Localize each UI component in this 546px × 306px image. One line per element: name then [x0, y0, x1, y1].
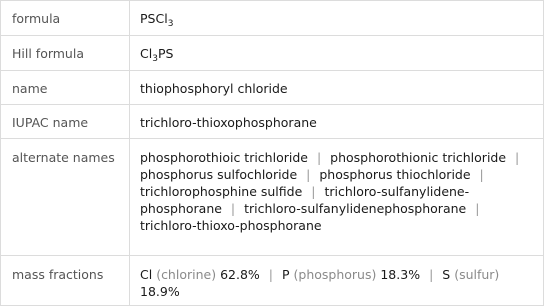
row-label: Hill formula	[1, 36, 130, 71]
row-alternate-names	[1, 139, 544, 256]
alternate-name: trichlorophosphine sulfide	[140, 184, 303, 199]
mass-fractions-list	[140, 256, 535, 300]
row-label: IUPAC name	[1, 105, 130, 139]
alternate-name: phosphorothioic trichloride	[140, 150, 308, 165]
element-name: (chlorine)	[156, 267, 217, 282]
row-label: alternate names	[1, 139, 130, 256]
formula-subscript: 3	[167, 19, 174, 29]
hill-subscript: 3	[152, 54, 158, 64]
row-value	[130, 139, 544, 256]
alternate-names-list	[140, 139, 535, 234]
alternate-name: phosphorothionic trichloride	[330, 150, 507, 165]
alternate-name: trichloro-sulfanylidenephosphorane	[244, 201, 467, 216]
mass-fraction-item	[282, 267, 420, 282]
row-label: mass fractions	[1, 256, 130, 306]
formula-main: PSCl	[140, 11, 168, 26]
separator: |	[316, 150, 322, 165]
separator: |	[268, 267, 273, 282]
row-value: thiophosphoryl chloride	[130, 71, 544, 105]
separator: |	[479, 167, 484, 182]
separator: |	[306, 167, 311, 182]
hill-part1: Cl	[140, 46, 153, 61]
element-symbol: S	[442, 267, 451, 282]
separator: |	[429, 267, 434, 282]
row-value: trichloro-thioxophosphorane	[130, 105, 544, 139]
element-symbol: P	[281, 267, 290, 282]
mass-percent: 18.9%	[140, 284, 180, 299]
element-name: (sulfur)	[454, 267, 500, 282]
mass-fraction-item	[140, 267, 260, 282]
element-name: (phosphorus)	[293, 267, 377, 282]
mass-percent: 18.3%	[380, 267, 421, 282]
row-iupac-name	[1, 105, 544, 139]
separator: |	[230, 201, 236, 216]
element-symbol: Cl	[140, 267, 153, 282]
hill-part2: PS	[157, 46, 174, 61]
alternate-name: phosphorus sulfochloride	[140, 167, 298, 182]
row-label: formula	[1, 1, 130, 36]
row-mass-fractions	[1, 256, 544, 306]
alternate-name: trichloro-thioxo-phosphorane	[140, 218, 322, 233]
row-formula	[1, 1, 544, 36]
separator: |	[311, 184, 316, 199]
row-hill-formula	[1, 36, 544, 71]
row-name	[1, 71, 544, 105]
alternate-name: phosphorus thiochloride	[319, 167, 471, 182]
row-label: name	[1, 71, 130, 105]
mass-percent: 62.8%	[220, 267, 260, 282]
alternate-name: trichloro-sulfanylidene-phosphorane	[140, 184, 470, 216]
row-value	[130, 36, 544, 71]
row-value	[130, 256, 544, 306]
separator: |	[515, 150, 520, 165]
separator: |	[475, 201, 480, 216]
row-value	[130, 1, 544, 36]
